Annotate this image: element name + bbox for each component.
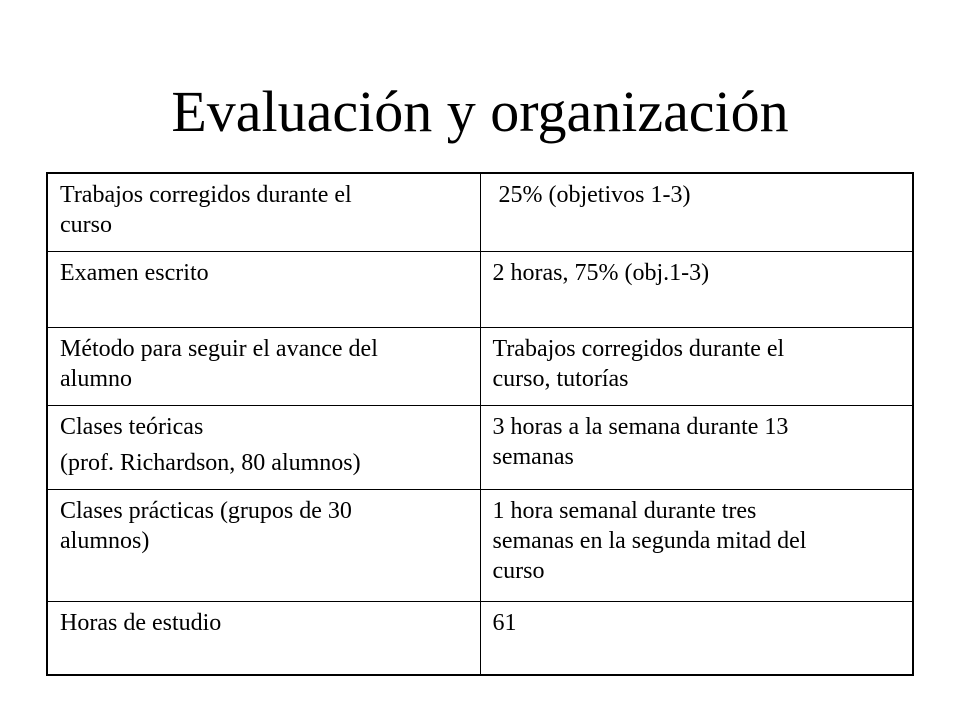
- row-label-cell: [47, 405, 480, 489]
- row-value-line: 3 horas a la semana durante 13: [492, 413, 789, 440]
- table-row: [47, 173, 913, 251]
- row-value-cell: [480, 489, 913, 601]
- row-label-line: Método para seguir el avance del: [60, 335, 378, 362]
- row-label-cell: [47, 173, 480, 251]
- table-row: [47, 327, 913, 405]
- row-label-cell: [47, 327, 480, 405]
- row-label-cell: [47, 251, 480, 327]
- table-row: [47, 489, 913, 601]
- row-label-line: alumno: [60, 365, 132, 392]
- row-value-line: curso, tutorías: [492, 365, 629, 392]
- row-value-line: 1 hora semanal durante tres: [492, 497, 757, 524]
- row-value-cell: [480, 405, 913, 489]
- table-row: [47, 601, 913, 675]
- table-row: [47, 251, 913, 327]
- row-value-line: 25% (objetivos 1-3): [498, 182, 691, 208]
- row-value-cell: [480, 251, 913, 327]
- row-value-cell: [480, 327, 913, 405]
- row-label-line: Clases teóricas: [60, 413, 204, 440]
- row-label-line: Clases prácticas (grupos de 30: [60, 497, 352, 524]
- row-value-line: curso: [492, 557, 545, 584]
- row-label-line: Trabajos corregidos durante el: [60, 182, 352, 208]
- row-value-line: Trabajos corregidos durante el: [492, 335, 785, 362]
- row-value-line: 61: [492, 609, 517, 636]
- row-value-cell: [480, 601, 913, 675]
- row-value-cell: [480, 173, 913, 251]
- row-label-line: alumnos): [60, 527, 150, 554]
- row-label-line: Horas de estudio: [60, 609, 222, 636]
- row-value-line: semanas: [492, 443, 574, 470]
- row-label-cell: [47, 601, 480, 675]
- table-row: [47, 405, 913, 489]
- row-label-line: (prof. Richardson, 80 alumnos): [60, 449, 361, 476]
- row-label-line: curso: [60, 212, 112, 238]
- slide-title: Evaluación y organización: [171, 79, 789, 144]
- row-label-cell: [47, 489, 480, 601]
- row-value-line: 2 horas, 75% (obj.1-3): [492, 259, 710, 286]
- row-label-line: Examen escrito: [60, 259, 209, 286]
- row-value-line: semanas en la segunda mitad del: [492, 527, 807, 554]
- evaluation-table: [46, 172, 914, 676]
